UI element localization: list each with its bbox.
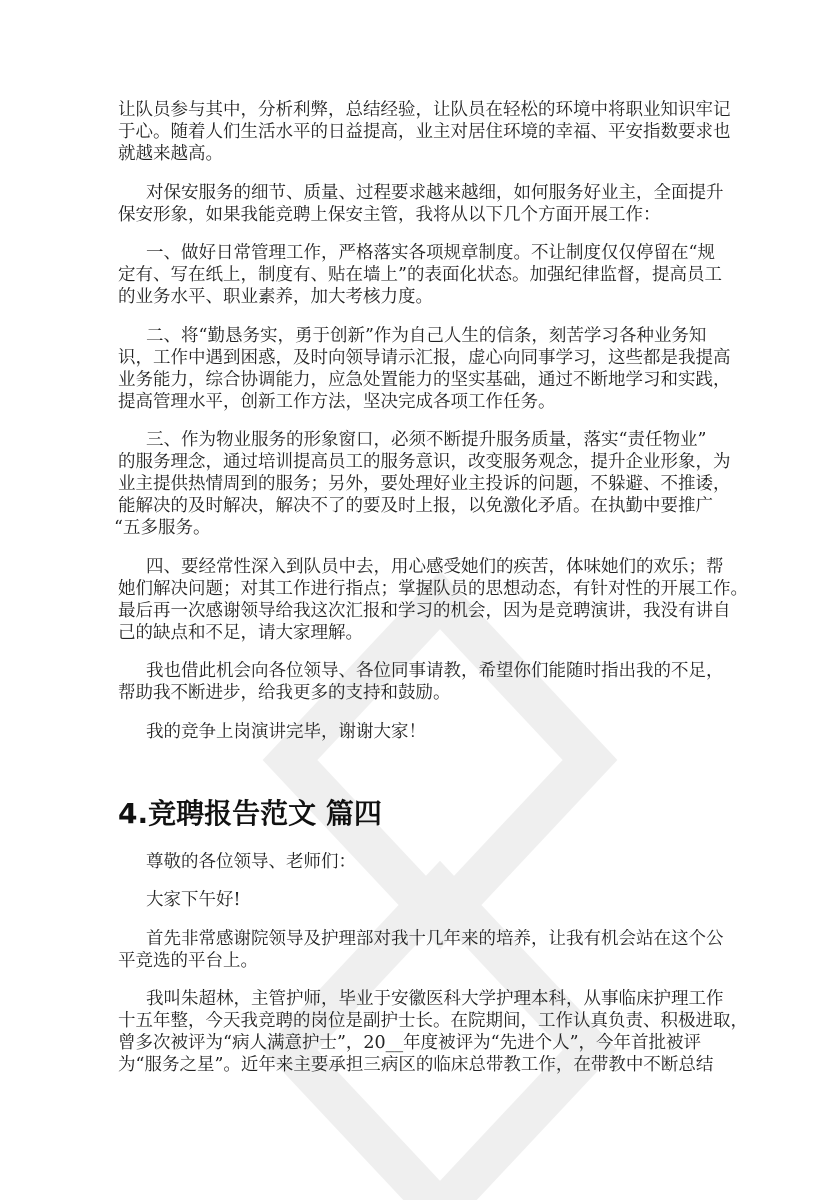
text-line: 我叫朱超林，主管护师，毕业于安徽医科大学护理本科，从事临床护理工作 xyxy=(146,989,724,1009)
text-line: 定有、写在纸上，制度有、贴在墙上”的表面化状态。加强纪律监督，提高员工 xyxy=(118,265,722,285)
paragraph xyxy=(118,556,748,644)
text-line: 的业务水平、职业素养，加大考核力度。 xyxy=(118,287,433,307)
text-line: 最后再一次感谢领导给我这次汇报和学习的机会，因为是竞聘演讲，我没有讲自 xyxy=(118,600,731,621)
text-line: 提高管理水平，创新工作方法，坚决完成各项工作任务。 xyxy=(118,391,556,412)
paragraph xyxy=(118,660,724,704)
text-line: 大家下午好! xyxy=(146,890,241,910)
text-line: 尊敬的各位领导、老师们： xyxy=(146,851,356,872)
text-line: 业务能力，综合协调能力，应急处置能力的坚实基础，通过不断地学习和实践， xyxy=(118,369,731,390)
paragraph xyxy=(118,928,724,972)
text-line: 对保安服务的细节、质量、过程要求越来越细，如何服务好业主，全面提升 xyxy=(146,182,724,203)
text-line: 曾多次被评为“病人满意护士”，20__年度被评为“先进个人”，今年首批被评 xyxy=(118,1033,702,1053)
paragraph xyxy=(118,99,731,165)
text-line: 业主提供热情周到的服务；另外，要处理好业主投诉的问题，不躲避、不推诿， xyxy=(118,474,731,494)
text-line: 能解决的及时解决，解决不了的要及时上报，以免激化矛盾。在执勤中要推广 xyxy=(118,496,713,516)
text-line: 就越来越高。 xyxy=(118,144,223,164)
paragraph xyxy=(118,325,731,413)
text-line: 保安形象，如果我能竞聘上保安主管，我将从以下几个方面开展工作： xyxy=(118,204,661,225)
text-line: 十五年整，今天我竞聘的岗位是副护士长。在院期间，工作认真负责、积极进取， xyxy=(118,1011,748,1031)
paragraph xyxy=(118,182,724,226)
section-chapter-four xyxy=(118,851,748,1077)
text-line: 一、做好日常管理工作，严格落实各项规章制度。不让制度仅仅停留在“规 xyxy=(146,243,715,263)
text-line: 四、要经常性深入到队员中去，用心感受她们的疾苦，体味她们的欢乐；帮 xyxy=(146,556,724,577)
text-line: 我也借此机会向各位领导、各位同事请教，希望你们能随时指出我的不足， xyxy=(146,661,724,681)
paragraph xyxy=(118,889,718,911)
section-heading: 4.竞聘报告范文 篇四 xyxy=(118,796,382,830)
document-page xyxy=(114,99,748,1093)
section-speech-end xyxy=(114,99,748,743)
text-line: 帮助我不断进步，给我更多的支持和鼓励。 xyxy=(118,683,451,703)
text-line: “五多服务。 xyxy=(114,518,211,538)
paragraph xyxy=(118,988,748,1076)
text-line: 二、将“勤恳务实，勇于创新”作为自己人生的信条，刻苦学习各种业务知 xyxy=(146,325,707,346)
text-line: 的服务理念，通过培训提高员工的服务意识，改变服务观念，提升企业形象，为 xyxy=(118,452,731,472)
paragraph xyxy=(118,851,718,873)
text-line: 识，工作中遇到困惑，及时向领导请示汇报，虚心向同事学习，这些都是我提高 xyxy=(118,347,731,368)
text-line: 于心。随着人们生活水平的日益提高，业主对居住环境的幸福、平安指数要求也 xyxy=(118,122,731,142)
text-line: 平竞选的平台上。 xyxy=(118,950,258,971)
paragraph xyxy=(118,242,722,308)
text-line: 己的缺点和不足，请大家理解。 xyxy=(118,622,363,643)
text-line: 首先非常感谢院领导及护理部对我十几年来的培养，让我有机会站在这个公 xyxy=(146,928,724,949)
text-line: 我的竞争上岗演讲完毕，谢谢大家！ xyxy=(146,721,426,742)
paragraph xyxy=(118,721,718,743)
text-line: 为“服务之星”。近年来主要承担三病区的临床总带教工作，在带教中不断总结 xyxy=(118,1055,714,1075)
text-line: 三、作为物业服务的形象窗口，必须不断提升服务质量，落实“责任物业” xyxy=(146,430,707,450)
paragraph xyxy=(114,429,731,539)
text-line: 让队员参与其中，分析利弊，总结经验，让队员在轻松的环境中将职业知识牢记 xyxy=(118,100,731,120)
text-line: 她们解决问题；对其工作进行指点；掌握队员的思想动态，有针对性的开展工作。 xyxy=(118,578,748,599)
